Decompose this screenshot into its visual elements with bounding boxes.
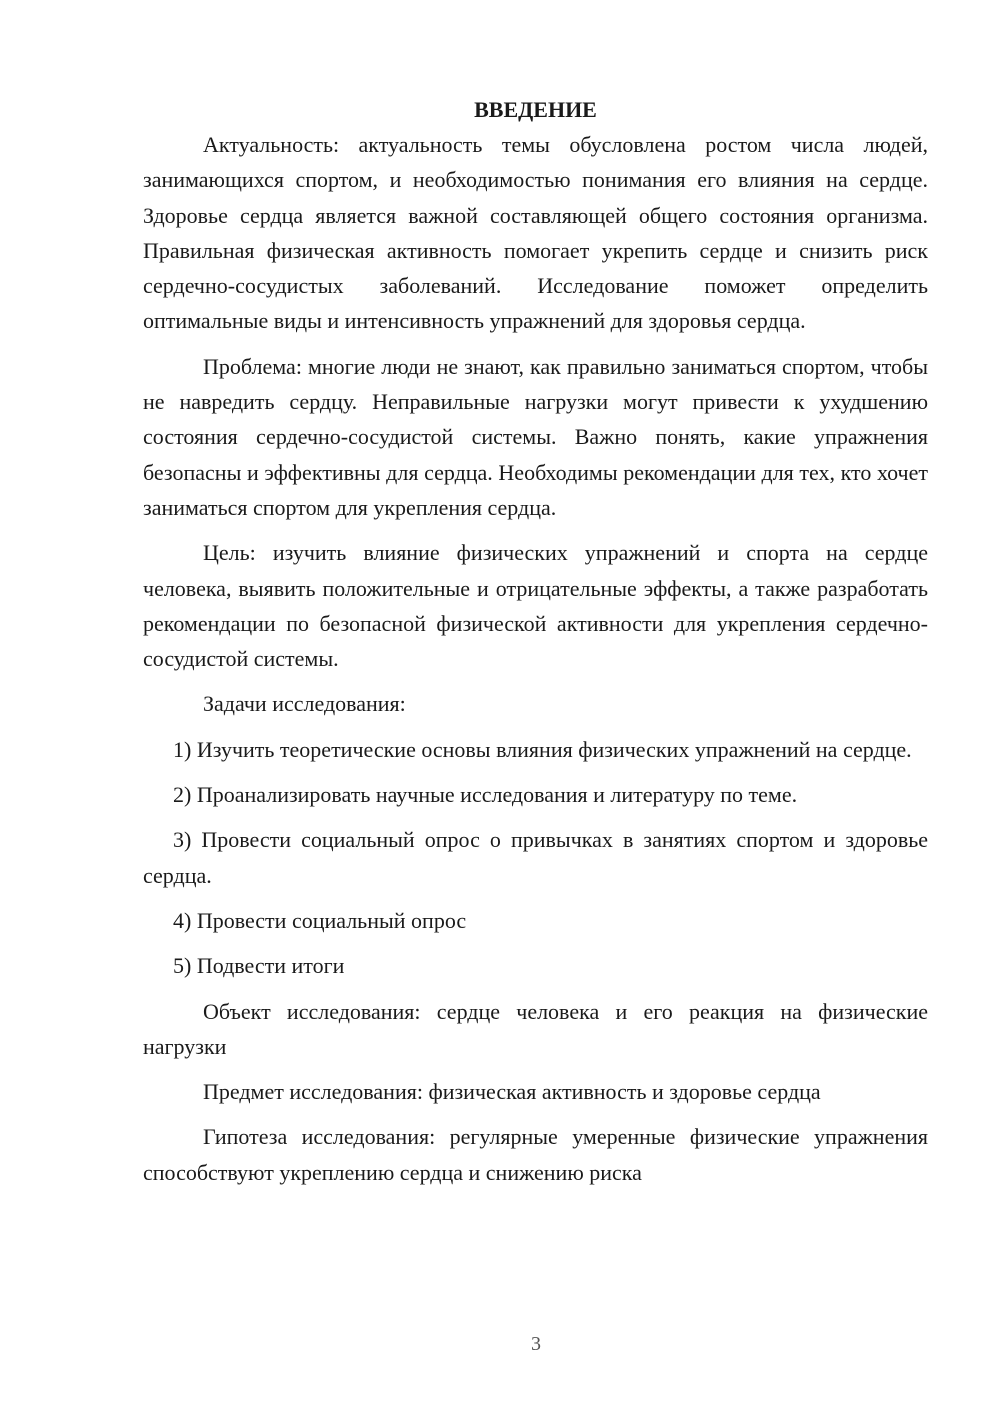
paragraph-object: Объект исследования: сердце человека и его реакция на физические нагрузки — [143, 998, 928, 1059]
list-item: 2) Проанализировать научные исследования и литературу по теме. — [173, 782, 798, 808]
list-item: 5) Подвести итоги — [173, 953, 345, 979]
list-item: 3) Провести социальный опрос о привычках в занятиях спортом и здоровье сердца. — [143, 827, 928, 888]
paragraph-goal: Цель: изучить влияние физических упражнений и спорта на сердце человека, выявить положительные и отрицательные эффекты, а также разработать рекомендации по безопасной физической активности для укрепления сердечно-сосудистой системы. — [143, 540, 928, 672]
document-page — [143, 92, 928, 1200]
tasks-list — [143, 732, 928, 984]
paragraph-subject: Предмет исследования: физическая активность и здоровье сердца — [203, 1079, 821, 1105]
paragraph-relevance: Актуальность: актуальность темы обусловлена ростом числа людей, занимающихся спортом, и необходимостью понимания его влияния на сердце. Здоровье сердца является важной составляющей общего состояния организма. Правильная физическая активность помогает укрепить сердце и снизить риск сердечно-сосудистых заболеваний. Исследование поможет определить оптимальные виды и интенсивность упражнений для здоровья сердца. — [143, 132, 928, 334]
paragraph-problem: Проблема: многие люди не знают, как правильно заниматься спортом, чтобы не навредить сердцу. Неправильные нагрузки могут привести к ухудшению состояния сердечно-сосудистой системы. Важно понять, какие упражнения безопасны и эффективны для сердца. Необходимы рекомендации для тех, кто хочет заниматься спортом для укрепления сердца. — [143, 353, 928, 520]
list-item: 4) Провести социальный опрос — [173, 907, 467, 933]
list-item: 1) Изучить теоретические основы влияния физических упражнений на сердце. — [173, 736, 912, 762]
tasks-heading: Задачи исследования: — [203, 691, 406, 717]
paragraph-hypothesis: Гипотеза исследования: регулярные умеренные физические упражнения способствуют укреплению сердца и снижению риска — [143, 1124, 928, 1185]
page-number: 3 — [531, 1333, 541, 1355]
page-heading: ВВЕДЕНИЕ — [474, 97, 597, 122]
